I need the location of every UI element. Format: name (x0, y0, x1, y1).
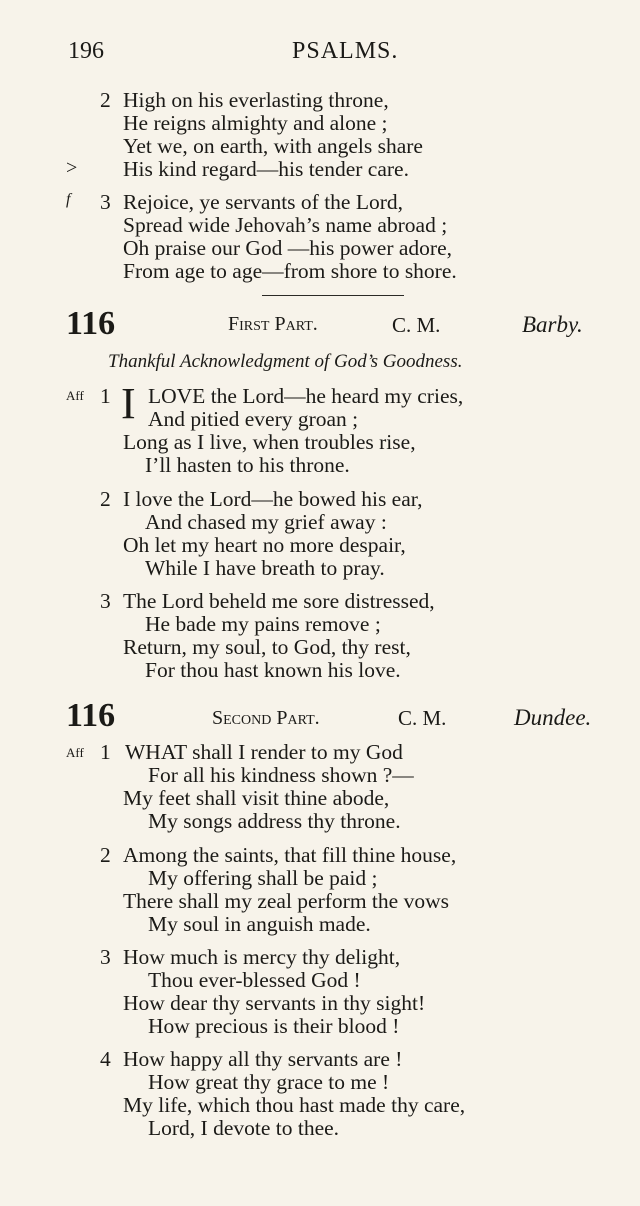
verse-line: How dear thy servants in thy sight! (123, 991, 426, 1015)
verse-line: From age to age—from shore to shore. (123, 259, 457, 283)
verse-line: And chased my grief away : (145, 510, 387, 534)
hymn-number: 116 (66, 305, 116, 342)
hymn-part: First Part. (228, 313, 318, 335)
page-number: 196 (68, 38, 104, 64)
verse-line: My songs address thy throne. (148, 809, 401, 833)
verse-line: WHAT shall I render to my God (125, 740, 403, 764)
verse-line: My feet shall visit thine abode, (123, 786, 390, 810)
running-title: PSALMS. (292, 38, 399, 64)
verse-line: For all his kindness shown ?— (148, 763, 414, 787)
verse-line: How much is mercy thy delight, (123, 945, 401, 969)
verse-line: How happy all thy servants are ! (123, 1047, 403, 1071)
verse-line: Oh let my heart no more despair, (123, 533, 406, 557)
verse-line: High on his everlasting throne, (123, 88, 389, 112)
hymn-subtitle: Thankful Acknowledgment of God’s Goodness. (108, 351, 463, 372)
verse-line: Return, my soul, to God, thy rest, (123, 635, 411, 659)
verse-line: He bade my pains remove ; (145, 612, 381, 636)
verse-line: The Lord beheld me sore distressed, (123, 589, 435, 613)
page-header (68, 38, 608, 68)
verse-line: How great thy grace to me ! (148, 1070, 390, 1094)
verse-line: Spread wide Jehovah’s name abroad ; (123, 213, 448, 237)
verse-line: For thou hast known his love. (145, 658, 401, 682)
stanza-number: 2 (100, 88, 111, 112)
section-divider (262, 295, 404, 296)
verse-line: My life, which thou hast made thy care, (123, 1093, 466, 1117)
stanza-number: 4 (100, 1047, 111, 1071)
dynamic-mark: > (66, 157, 78, 179)
verse-line: I’ll hasten to his throne. (145, 453, 350, 477)
verse-line: LOVE the Lord—he heard my cries, (148, 384, 464, 408)
verse-line: Lord, I devote to thee. (148, 1116, 340, 1140)
verse-line: Yet we, on earth, with angels share (123, 134, 423, 158)
verse-line: My offering shall be paid ; (148, 866, 378, 890)
verse-line: His kind regard—his tender care. (123, 157, 409, 181)
hymn-meter: C. M. (398, 706, 447, 730)
stanza-number: 1 (100, 740, 111, 764)
stanza-number: 3 (100, 589, 111, 613)
stanza-number: 2 (100, 843, 111, 867)
verse-line: Among the saints, that fill thine house, (123, 843, 457, 867)
hymn-meter: C. M. (392, 313, 441, 337)
verse-line: Oh praise our God —his power adore, (123, 236, 452, 260)
stanza-number: 3 (100, 945, 111, 969)
verse-line: How precious is their blood ! (148, 1014, 400, 1038)
hymn-part: Second Part. (212, 707, 320, 729)
verse-line: I love the Lord—he bowed his ear, (123, 487, 423, 511)
stanza-number: 3 (100, 190, 111, 214)
verse-line: While I have breath to pray. (145, 556, 385, 580)
tune-name: Barby. (522, 312, 583, 337)
hymn-number: 116 (66, 697, 116, 734)
dynamic-mark: f (66, 191, 71, 208)
dynamic-mark: Aff (66, 745, 84, 760)
tune-name: Dundee. (514, 705, 592, 730)
dynamic-mark: Aff (66, 388, 84, 403)
verse-line: Long as I live, when troubles rise, (123, 430, 416, 454)
verse-line: There shall my zeal perform the vows (123, 889, 449, 913)
verse-line: Thou ever-blessed God ! (148, 968, 361, 992)
verse-line: He reigns almighty and alone ; (123, 111, 388, 135)
stanza-number: 2 (100, 487, 111, 511)
verse-line: And pitied every groan ; (148, 407, 359, 431)
verse-line: Rejoice, ye servants of the Lord, (123, 190, 404, 214)
verse-line: My soul in anguish made. (148, 912, 371, 936)
stanza-number: 1 (100, 384, 111, 408)
drop-cap: I (121, 379, 136, 428)
